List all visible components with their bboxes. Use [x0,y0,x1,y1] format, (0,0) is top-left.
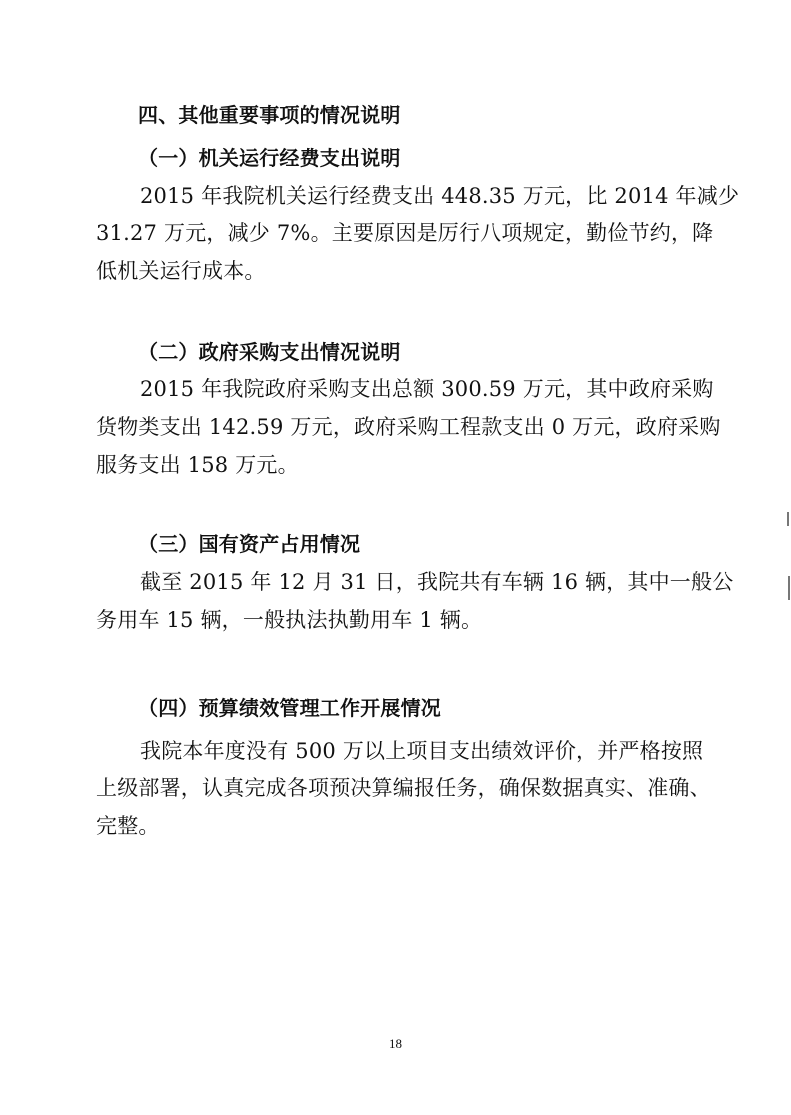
scan-mark [787,512,789,526]
heading-state-assets: （三）国有资产占用情况 [138,532,361,556]
paragraph-line: 服务支出 158 万元。 [96,453,299,477]
paragraph-line: 截至 2015 年 12 月 31 日，我院共有车辆 16 辆，其中一般公 [140,570,734,594]
paragraph-line: 低机关运行成本。 [96,259,266,283]
heading-operating-expenses: （一）机关运行经费支出说明 [138,146,401,170]
section-title: 四、其他重要事项的情况说明 [138,103,401,127]
scan-mark [788,576,790,600]
paragraph-line: 完整。 [96,814,160,838]
page-number: 18 [389,1036,402,1051]
heading-procurement: （二）政府采购支出情况说明 [138,340,401,364]
paragraph-line: 我院本年度没有 500 万以上项目支出绩效评价，并严格按照 [140,739,704,763]
paragraph-line: 务用车 15 辆，一般执法执勤用车 1 辆。 [96,608,483,632]
paragraph-line: 31.27 万元，减少 7%。主要原因是厉行八项规定，勤俭节约，降 [96,221,714,245]
paragraph-line: 上级部署，认真完成各项预决算编报任务，确保数据真实、准确、 [96,776,711,800]
paragraph-line: 货物类支出 142.59 万元，政府采购工程款支出 0 万元，政府采购 [96,415,721,439]
paragraph-line: 2015 年我院政府采购支出总额 300.59 万元，其中政府采购 [140,377,714,401]
paragraph-line: 2015 年我院机关运行经费支出 448.35 万元，比 2014 年减少 [140,184,740,208]
heading-performance-management: （四）预算绩效管理工作开展情况 [138,696,441,720]
